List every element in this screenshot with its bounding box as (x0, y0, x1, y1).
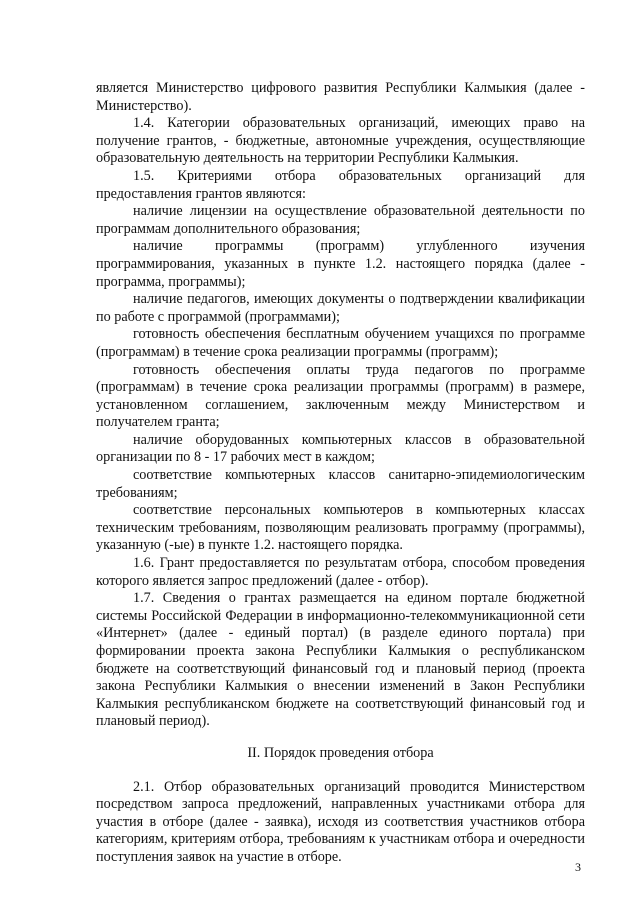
paragraph-continuation: является Министерство цифрового развития Республики Калмыкия (далее - Министерство). (96, 80, 585, 114)
criterion-technical: соответствие персональных компьютеров в компьютерных классах техническим требованиям, позволяющим реализовать программу (программы), указанную (-ые) в пункте 1.2. настоящего порядка. (96, 502, 585, 554)
page-number: 3 (575, 860, 581, 874)
paragraph-1-4: 1.4. Категории образовательных организаций, имеющих право на получение грантов, - бюджетные, автономные учреждения, осуществляющие образовательную деятельность на территории Республики Калмыкия. (96, 115, 585, 167)
criterion-teacher-pay: готовность обеспечения оплаты труда педагогов по программе (программам) в течение срока реализации программы (программ) в размере, установленном соглашением, заключенным между Министерством и получателем гранта; (96, 361, 585, 431)
criterion-sanitary: соответствие компьютерных классов санитарно-эпидемиологическим требованиям; (96, 467, 585, 501)
paragraph-1-7: 1.7. Сведения о грантах размещается на едином портале бюджетной системы Российской Федерации в информационно-телекоммуникационной сети «Интернет» (далее - единый портал) (в разделе единого портала) при формировании проекта закона Республики Калмыкия о республиканском бюджете на соответствующий финансовый год и плановый период (проекта закона Республики Калмыкия о внесении изменений в Закон Республики Калмыкия республиканском бюджете на соответствующий финансовый год и плановый период). (96, 590, 585, 730)
paragraph-1-5: 1.5. Критериями отбора образовательных организаций для предоставления грантов являются: (96, 167, 585, 202)
criterion-teachers: наличие педагогов, имеющих документы о подтверждении квалификации по работе с программой (программами); (96, 291, 585, 325)
paragraph-1-6: 1.6. Грант предоставляется по результатам отбора, способом проведения которого является запрос предложений (далее - отбор). (96, 555, 585, 589)
section-heading: II. Порядок проведения отбора (247, 744, 434, 761)
criterion-license: наличие лицензии на осуществление образовательной деятельности по программам дополнительного образования; (96, 203, 585, 237)
document-body (96, 80, 585, 867)
criterion-free-education: готовность обеспечения бесплатным обучением учащихся по программе (программам) в течение срока реализации программы (программ); (96, 326, 585, 360)
paragraph-2-1: 2.1. Отбор образовательных организаций проводится Министерством посредством запроса предложений, направленных участниками отбора для участия в отборе (далее - заявка), исходя из соответствия участников отбора категориям, критериям отбора, требованиям к участникам отбора и очередности поступления заявок на участие в отборе. (96, 778, 585, 865)
criterion-program: наличие программы (программ) углубленного изучения программирования, указанных в пункте 1.2. настоящего порядка (далее - программа, программы); (96, 238, 585, 290)
criterion-computer-classes: наличие оборудованных компьютерных классов в образовательной организации по 8 - 17 рабочих мест в каждом; (96, 431, 585, 466)
